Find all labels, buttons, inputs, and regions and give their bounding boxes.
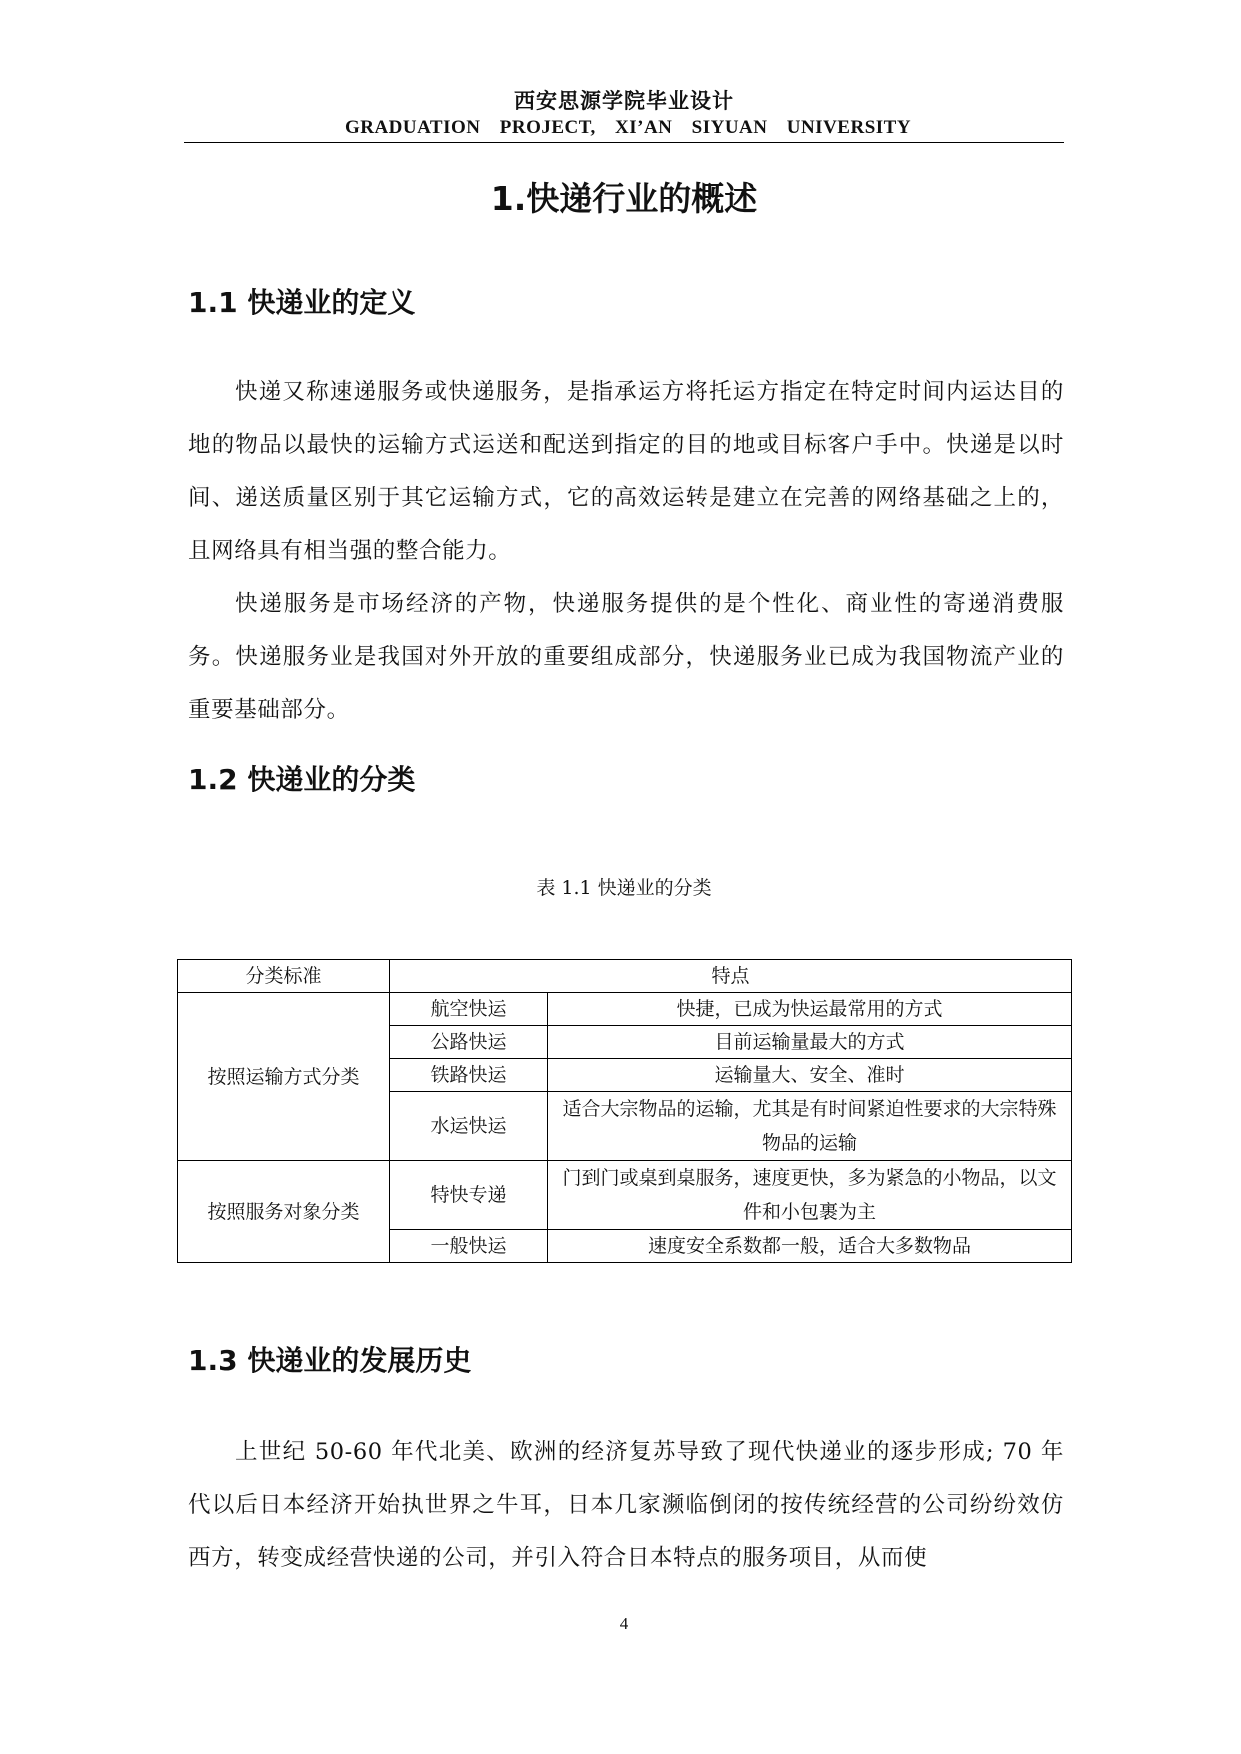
table-header-row (178, 960, 1072, 993)
classification-table (177, 959, 1072, 1263)
table-row (178, 993, 1072, 1026)
category-cell: 按照服务对象分类 (178, 1161, 390, 1263)
type-cell: 水运快运 (390, 1092, 548, 1161)
header-title-cn: 西安思源学院毕业设计 (514, 89, 734, 113)
type-cell: 航空快运 (390, 993, 548, 1026)
type-cell: 特快专递 (390, 1161, 548, 1230)
page-number: 4 (619, 1614, 629, 1633)
feature-cell: 目前运输量最大的方式 (548, 1026, 1072, 1059)
table-header-cell: 特点 (390, 960, 1072, 993)
table-header-cell: 分类标准 (178, 960, 390, 993)
table-row (178, 1161, 1072, 1230)
paragraph: 快递服务是市场经济的产物，快递服务提供的是个性化、商业性的寄递消费服务。快递服务业是我国对外开放的重要组成部分，快递服务业已成为我国物流产业的重要基础部分。 (188, 591, 1064, 723)
category-cell: 按照运输方式分类 (178, 993, 390, 1161)
section-title-1-2: 1.2 快递业的分类 (188, 763, 416, 796)
feature-cell: 快捷，已成为快运最常用的方式 (548, 993, 1072, 1026)
section-title-1-1: 1.1 快递业的定义 (188, 286, 416, 319)
table-caption: 表 1.1 快递业的分类 (536, 877, 712, 899)
header-title-en: GRADUATION PROJECT, XI’AN SIYUAN UNIVERSITY (344, 117, 912, 138)
paragraph: 上世纪 50-60 年代北美、欧洲的经济复苏导致了现代快递业的逐步形成; 70 年代以后日本经济开始执世界之牛耳，日本几家濒临倒闭的按传统经营的公司纷纷效仿西方，转变成经营快递的公司，并引入符合日本特点的服务项目，从而使 (188, 1439, 1064, 1571)
section-title-1-3: 1.3 快递业的发展历史 (188, 1344, 472, 1377)
feature-cell: 适合大宗物品的运输，尤其是有时间紧迫性要求的大宗特殊物品的运输 (548, 1092, 1072, 1161)
feature-cell: 速度安全系数都一般，适合大多数物品 (548, 1230, 1072, 1263)
type-cell: 铁路快运 (390, 1059, 548, 1092)
page-header (184, 86, 1064, 140)
chapter-title: 1.快递行业的概述 (490, 179, 758, 218)
paragraph: 快递又称速递服务或快递服务，是指承运方将托运方指定在特定时间内运达目的地的物品以最快的运输方式运送和配送到指定的目的地或目标客户手中。快递是以时间、递送质量区别于其它运输方式，它的高效运转是建立在完善的网络基础之上的，且网络具有相当强的整合能力。 (188, 379, 1064, 564)
header-divider (184, 142, 1064, 143)
feature-cell: 运输量大、安全、准时 (548, 1059, 1072, 1092)
type-cell: 公路快运 (390, 1026, 548, 1059)
type-cell: 一般快运 (390, 1230, 548, 1263)
feature-cell: 门到门或桌到桌服务，速度更快，多为紧急的小物品，以文件和小包裹为主 (548, 1161, 1072, 1230)
